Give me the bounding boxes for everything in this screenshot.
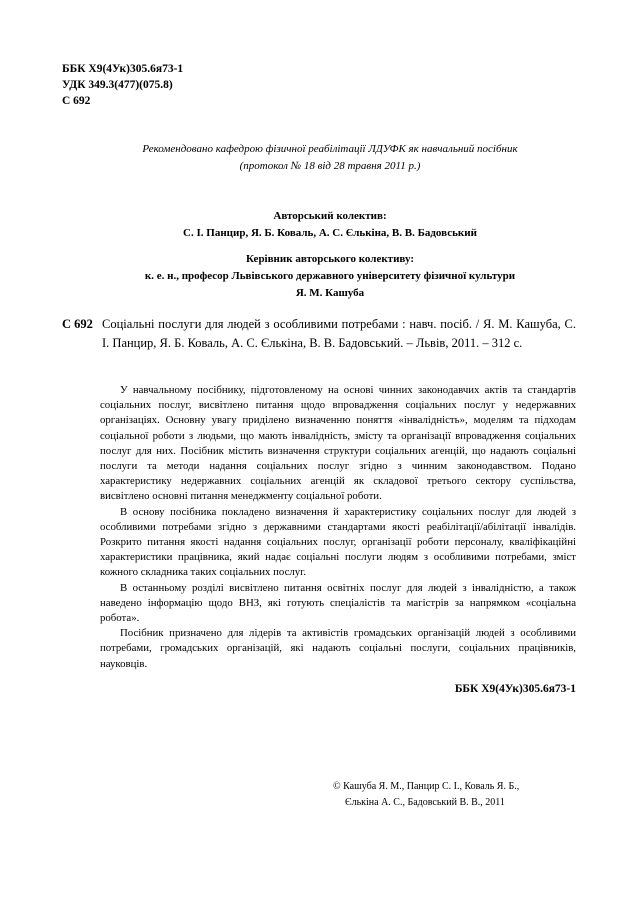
leader-name: Я. М. Кашуба xyxy=(295,287,365,299)
protocol-line: (протокол № 18 від 28 травня 2011 р.) xyxy=(239,160,421,172)
classification-codes xyxy=(62,61,183,109)
biblio-text: Соціальні послуги для людей з особливими потребами : навч. посіб. / Я. М. Кашуба, С. І. Панцир, Я. Б. Коваль, А. С. Єлькіна, В. В. Бадовський. – Львів, 2011. – 312 с. xyxy=(102,317,576,350)
author-index: С 692 xyxy=(62,95,91,107)
bbk-code-bottom: ББК Х9(4Ук)305.6я73-1 xyxy=(454,683,576,695)
recommendation-note xyxy=(60,141,600,175)
abstract-paragraph: Посібник призначено для лідерів та активістів громадських організацій людей з особливими потребами, громадських організацій, які надають соціальні послуги, соціальних працівників, науковців. xyxy=(100,627,576,670)
bbk-code: ББК Х9(4Ук)305.6я73-1 xyxy=(62,63,184,75)
biblio-code: С 692 xyxy=(62,317,93,331)
copyright-line: Єлькіна А. С., Бадовський В. В., 2011 xyxy=(345,797,505,808)
abstract-paragraph: У навчальному посібнику, підготовленому на основі чинних законодавчих актів та стандартів соціальних послуг, висвітлено питання щодо впровадження соціальних послуг у недержавних організаціях. Основну увагу приділено визначенню поняття «інвалідність», моделям та підходам соціальної роботи з людьми, що мають інвалідність, змісту та організації впровадження соціальних послуг для них. Посібник містить визначення структури соціальних агенцій, що надають соціальні послуги та методи надання соціальних послуг згідно з чинним законодавством. Подано характеристику недержавних соціальних агенцій як складової третього сектору суспільства, висвітлено основні питання менеджменту соціальної роботи. xyxy=(100,384,576,503)
copyright-notice xyxy=(333,779,519,811)
leader-title: к. е. н., професор Львівського державного університету фізичної культури xyxy=(144,270,516,282)
authors-heading: Авторський колектив: xyxy=(273,210,387,222)
udk-code: УДК 349.3(477)(075.8) xyxy=(62,79,173,91)
leader-heading: Керівник авторського колективу: xyxy=(246,253,414,265)
author-collective xyxy=(60,208,600,302)
abstract-paragraph: В основу посібника покладено визначення й характеристику соціальних послуг для людей з особливими потребами згідно з державними стандартами якості реабілітації/абілітації інвалідів. Розкрито питання якості надання соціальних послуг, організації роботи персоналу, кваліфікаційні характеристики працівника, який надає соціальні послуги людям з особливими потребами, зміст кожного складника таких соціальних послуг. xyxy=(100,505,576,579)
recommendation-line: Рекомендовано кафедрою фізичної реабілітації ЛДУФК як навчальний посібник xyxy=(142,143,518,155)
authors-names: С. І. Панцир, Я. Б. Коваль, А. С. Єлькіна, В. В. Бадовський xyxy=(183,227,477,239)
abstract xyxy=(100,383,576,672)
abstract-paragraph: В останньому розділі висвітлено питання освітніх послуг для людей з інвалідністю, а також наведено інформацію щодо ВНЗ, які готують спеціалістів та магістрів за напрямком «соціальна робота». xyxy=(100,581,576,625)
bibliographic-description xyxy=(62,315,576,353)
copyright-line: © Кашуба Я. М., Панцир С. І., Коваль Я. Б., xyxy=(333,781,520,792)
